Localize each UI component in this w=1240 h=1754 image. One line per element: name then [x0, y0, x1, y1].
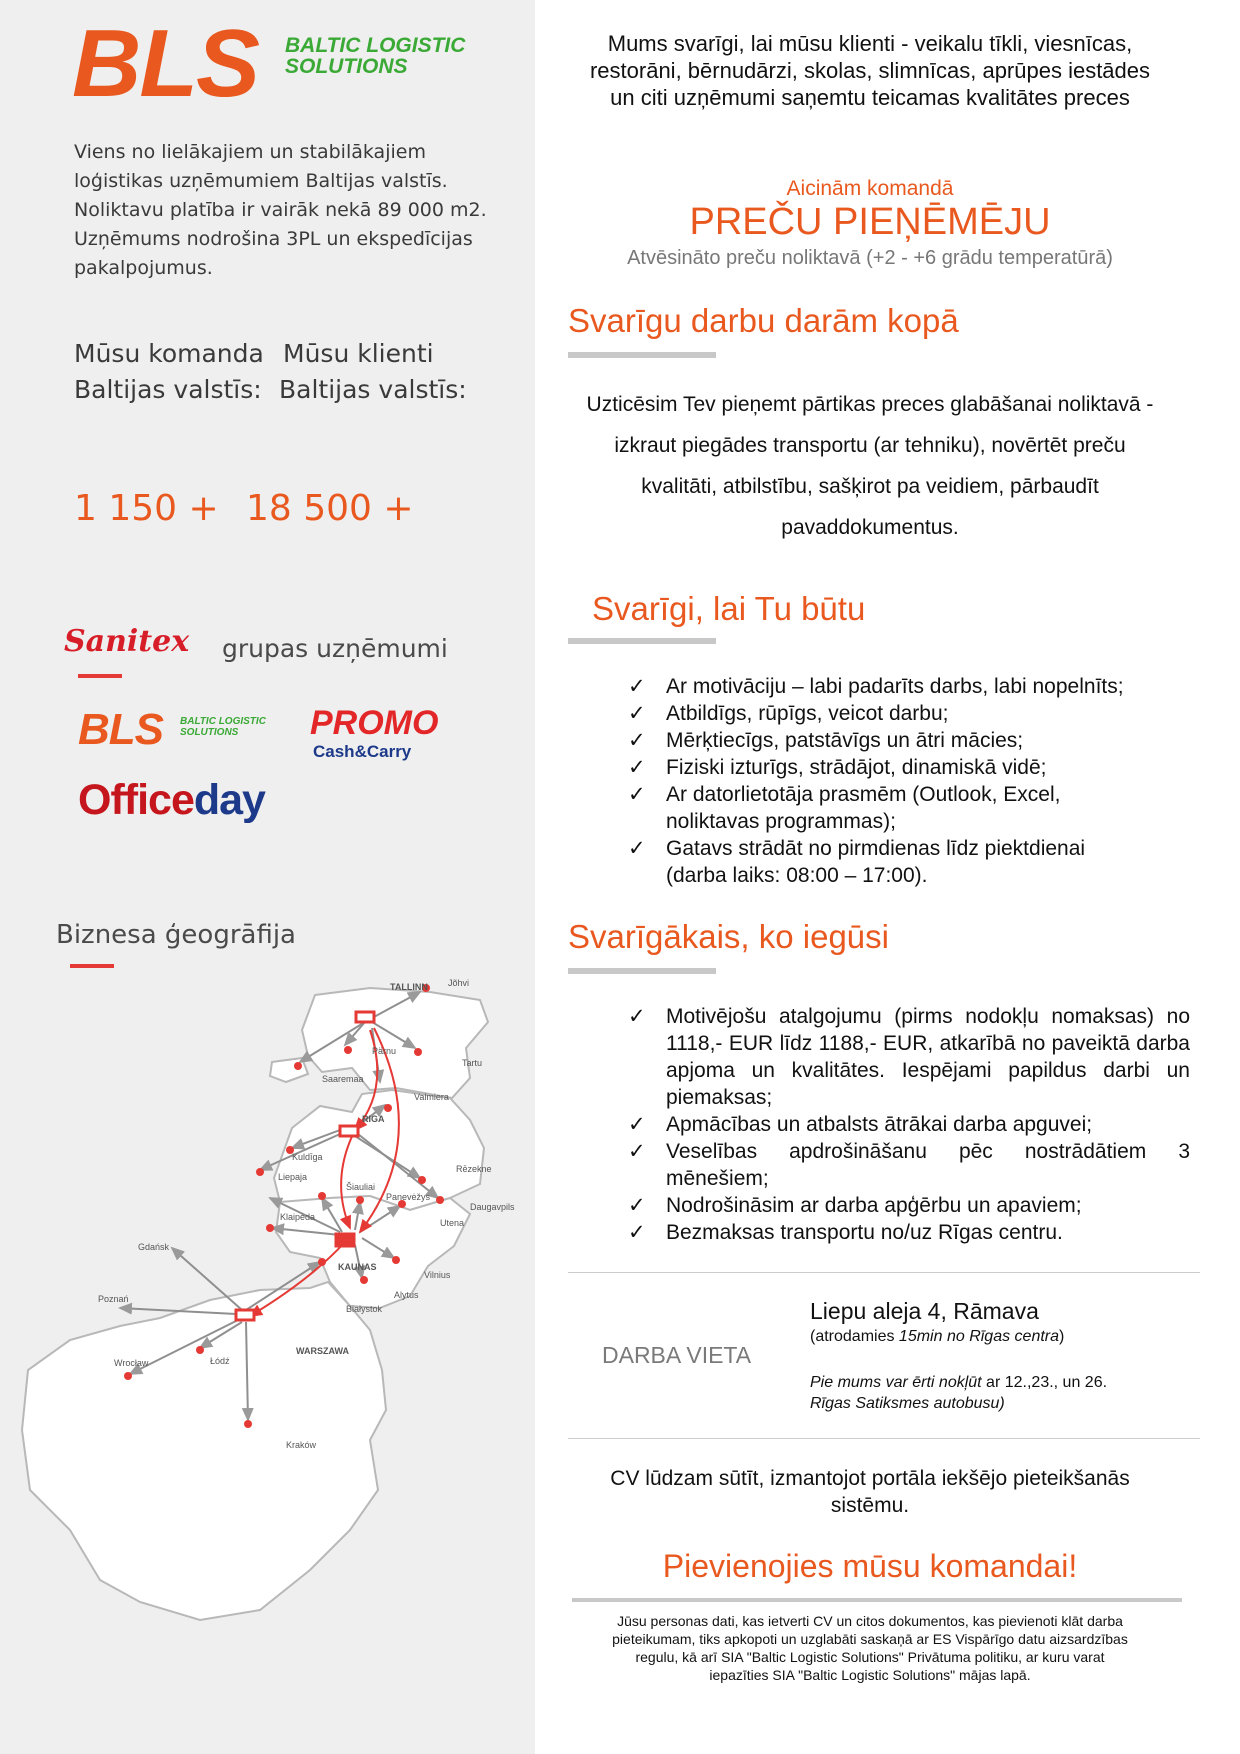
cv-line: sistēmu.	[830, 1494, 910, 1517]
requirement-item	[628, 781, 1146, 835]
bls-small-name1: BALTIC LOGISTIC	[180, 716, 266, 727]
city-label-kuldiga: Kuldīga	[292, 1152, 323, 1162]
benefit-item	[628, 1219, 1190, 1246]
pin-icon	[344, 1046, 352, 1054]
benefit-item	[628, 1192, 1190, 1219]
requirements-list	[628, 673, 1168, 889]
pin-icon	[124, 1372, 132, 1380]
city-label-valmiera: Valmiera	[414, 1092, 449, 1102]
location-transport	[810, 1372, 1107, 1414]
requirement-item	[628, 754, 1168, 781]
benefits-heading: Svarīgākais, ko iegūsi	[568, 918, 889, 955]
intro-line: loģistikas uzņēmumiem Baltijas valstīs.	[74, 170, 448, 192]
team-label-line2: Baltijas valstīs:	[74, 375, 262, 404]
officeday-part1: Office	[78, 776, 194, 824]
requirement-item	[628, 700, 1168, 727]
header-line: un citi uzņēmumi saņemtu teicamas kvalitātes preces	[610, 85, 1130, 110]
work-line: kvalitāti, atbilstību, sašķirot pa veidiem, pārbaudīt	[641, 475, 1099, 498]
check-icon: ✓	[628, 783, 646, 806]
city-label-krakow: Kraków	[286, 1440, 317, 1450]
header-text	[545, 30, 1195, 111]
city-label-panevezys: Panevėžys	[386, 1192, 431, 1202]
requirements-heading-underline	[568, 638, 716, 644]
requirement-text: Atbildīgs, rūpīgs, veicot darbu;	[666, 702, 949, 725]
city-label-bialystok: Białystok	[346, 1304, 383, 1314]
pin-icon	[356, 1196, 364, 1204]
pin-icon	[392, 1256, 400, 1264]
work-heading: Svarīgu darbu darām kopā	[568, 302, 959, 339]
bls-small-logo: BLS	[78, 705, 163, 754]
cv-line: CV lūdzam sūtīt, izmantojot portāla iekšējo pieteikšanās	[610, 1467, 1130, 1490]
city-label-liepaja: Liepaja	[278, 1172, 308, 1182]
city-label-alytus: Alytus	[394, 1290, 419, 1300]
check-icon: ✓	[628, 702, 646, 725]
benefit-text: Motivējošu atalgojumu (pirms nodokļu nomaksas) no 1118,- EUR līdz 1188,- EUR, atkarībā no paveiktā darba apjoma un kvalitātes. Iespējami papildus darbi un piemaksas;	[666, 1005, 1190, 1109]
brand-name-line1: BALTIC LOGISTIC	[285, 34, 466, 57]
city-label-tallinn: TALLINN	[390, 982, 428, 992]
requirement-text: Gatavs strādāt no pirmdienas līdz piektdienai (darba laiks: 08:00 – 17:00).	[666, 837, 1086, 887]
work-description	[545, 384, 1195, 548]
work-line: izkraut piegādes transportu (ar tehniku), novērtēt preču	[614, 434, 1126, 457]
requirement-text: Fiziski izturīgs, strādājot, dinamiskā vidē;	[666, 756, 1047, 779]
city-label-utena: Utena	[440, 1218, 465, 1228]
transport-line1	[810, 1372, 1107, 1393]
location-label: DARBA VIETA	[602, 1342, 752, 1368]
clients-count: 18 500 +	[246, 488, 414, 529]
city-label-vilnius: Vilnius	[424, 1270, 451, 1280]
join-cta: Pievienojies mūsu komandai!	[662, 1548, 1078, 1584]
city-label-wroclaw: Wrocław	[114, 1358, 149, 1368]
benefit-item	[628, 1003, 1190, 1111]
hub-kaunas	[336, 1234, 354, 1246]
benefit-text: Veselības apdrošināšanu pēc nostrādātiem 3 mēnešiem;	[666, 1140, 1190, 1190]
requirement-item	[628, 673, 1168, 700]
transport-line2: Rīgas Satiksmes autobusu)	[810, 1395, 1005, 1412]
pin-icon	[384, 1104, 392, 1112]
pin-icon	[294, 1062, 302, 1070]
transport-part2: ar 12.,23., un 26.	[981, 1374, 1108, 1391]
location-note-italic: 15min no Rīgas centra	[898, 1328, 1060, 1345]
geography-title: Biznesa ģeogrāfija	[56, 920, 296, 950]
city-label-kaunas: KAUNAS	[338, 1262, 377, 1272]
benefit-item	[628, 1111, 1190, 1138]
privacy-line: iepazīties SIA "Baltic Logistic Solutions" mājas lapā.	[709, 1667, 1031, 1683]
location-address: Liepu aleja 4, Rāmava	[810, 1298, 1039, 1324]
promo-subtitle: Cash&Carry	[313, 742, 412, 761]
officeday-logo	[78, 776, 265, 825]
requirement-text: Ar motivāciju – labi padarīts darbs, labi nopelnīts;	[666, 675, 1124, 698]
vacancy-invite: Aicinām komandā	[786, 177, 954, 200]
location-note-suffix: )	[1059, 1328, 1065, 1345]
check-icon: ✓	[628, 675, 646, 698]
benefit-text: Bezmaksas transportu no/uz Rīgas centru.	[666, 1221, 1063, 1244]
requirement-item	[628, 835, 1146, 889]
work-line: pavaddokumentus.	[781, 516, 959, 539]
privacy-line: Jūsu personas dati, kas ietverti CV un citos dokumentos, kas pievienoti klāt darba	[617, 1613, 1123, 1629]
check-icon: ✓	[628, 1194, 646, 1217]
check-icon: ✓	[628, 756, 646, 779]
city-label-parnu: Pärnu	[372, 1046, 397, 1056]
transport-part1: Pie mums var ērti nokļūt	[810, 1374, 982, 1391]
pin-icon	[436, 1196, 444, 1204]
check-icon: ✓	[628, 729, 646, 752]
requirements-heading: Svarīgi, lai Tu būtu	[592, 590, 866, 627]
city-label-klaipeda: Klaipėda	[280, 1212, 316, 1222]
header-line: Mums svarīgi, lai mūsu klienti - veikalu tīkli, viesnīcas,	[607, 31, 1133, 56]
pin-icon	[196, 1346, 204, 1354]
benefit-text: Apmācības un atbalsts ātrākai darba apguvei;	[666, 1113, 1093, 1136]
promo-logo: PROMO	[310, 704, 439, 742]
location-bottom-divider	[568, 1438, 1200, 1439]
city-label-lodz: Łódź	[210, 1356, 230, 1366]
requirement-text: Mērķtiecīgs, patstāvīgs un ātri mācies;	[666, 729, 1024, 752]
work-heading-underline	[568, 352, 716, 358]
bls-small-name2: SOLUTIONS	[180, 727, 239, 738]
city-label-daugavpils: Daugavpils	[470, 1202, 515, 1212]
city-label-rezekne: Rēzekne	[456, 1164, 492, 1174]
city-label-saaremaa: Saaremaa	[322, 1074, 364, 1084]
work-line: Uzticēsim Tev pieņemt pārtikas preces glabāšanai noliktavā -	[586, 393, 1154, 416]
pin-icon	[244, 1420, 252, 1428]
privacy-line: regulu, kā arī SIA "Baltic Logistic Solutions" Privātuma politiku, ar kuru varat	[635, 1649, 1105, 1665]
benefits-heading-underline	[568, 968, 716, 974]
check-icon: ✓	[628, 1221, 646, 1244]
intro-line: pakalpojumus.	[74, 257, 213, 279]
bls-logo: BLS	[72, 10, 258, 117]
pin-icon	[360, 1276, 368, 1284]
benefits-list	[628, 1003, 1190, 1246]
group-underline	[78, 674, 122, 678]
team-label-line1: Mūsu komanda	[74, 339, 264, 368]
benefit-text: Nodrošināsim ar darba apģērbu un apaviem;	[666, 1194, 1082, 1217]
city-label-johvi: Jõhvi	[448, 978, 470, 988]
officeday-part2: day	[193, 776, 265, 824]
location-note-prefix: (atrodamies	[810, 1328, 899, 1345]
intro-line: Uzņēmums nodrošina 3PL un ekspedīcijas	[74, 228, 473, 250]
company-intro	[74, 138, 524, 283]
location-top-divider	[568, 1272, 1200, 1273]
check-icon: ✓	[628, 1140, 646, 1163]
city-label-tartu: Tartu	[462, 1058, 483, 1068]
hub-riga	[340, 1126, 358, 1136]
poland-shape	[22, 1282, 386, 1620]
city-label-poznan: Poznań	[98, 1294, 129, 1304]
check-icon: ✓	[628, 1005, 646, 1028]
privacy-notice	[545, 1612, 1195, 1684]
requirement-text: Ar datorlietotāja prasmēm (Outlook, Excel, noliktavas programmas);	[666, 783, 1061, 833]
brand-name-line2: SOLUTIONS	[285, 55, 408, 78]
pin-icon	[318, 1192, 326, 1200]
pin-icon	[418, 1176, 426, 1184]
sanitex-logo: Sanitex	[64, 624, 190, 659]
check-icon: ✓	[628, 837, 646, 860]
business-map	[10, 970, 530, 1650]
city-label-siauliai: Šiauliai	[346, 1182, 376, 1192]
clients-label-line2: Baltijas valstīs:	[279, 375, 467, 404]
pin-icon	[414, 1048, 422, 1056]
city-label-warszawa: WARSZAWA	[296, 1346, 349, 1356]
hub-tallinn	[356, 1012, 374, 1022]
city-label-gdansk: Gdańsk	[138, 1242, 170, 1252]
clients-label	[279, 336, 467, 408]
pin-icon	[266, 1224, 274, 1232]
team-count: 1 150 +	[74, 488, 219, 529]
privacy-divider	[572, 1598, 1182, 1602]
benefit-item	[628, 1138, 1190, 1192]
geography-underline	[70, 964, 114, 968]
clients-label-line1: Mūsu klienti	[283, 339, 434, 368]
intro-line: Viens no lielākajiem un stabilākajiem	[74, 141, 426, 163]
requirement-item	[628, 727, 1168, 754]
pin-icon	[256, 1168, 264, 1176]
pin-icon	[318, 1258, 326, 1266]
check-icon: ✓	[628, 1113, 646, 1136]
hub-warszawa	[236, 1310, 254, 1320]
team-label	[74, 336, 264, 408]
vacancy-title: PREČU PIEŅĒMĒJU	[689, 201, 1051, 243]
intro-line: Noliktavu platība ir vairāk nekā 89 000 m2.	[74, 199, 487, 221]
cv-instructions	[545, 1465, 1195, 1519]
group-label: grupas uzņēmumi	[222, 634, 448, 663]
vacancy-subtitle: Atvēsināto preču noliktavā (+2 - +6 grādu temperatūrā)	[627, 247, 1113, 269]
privacy-line: pieteikumam, tiks apkopoti un uzglabāti saskaņā ar ES Vispārīgo datu aizsardzības	[612, 1631, 1128, 1647]
location-note	[810, 1328, 1064, 1346]
city-label-riga: RIGA	[362, 1114, 385, 1124]
header-line: restorāni, bērnudārzi, skolas, slimnīcas, aprūpes iestādes	[589, 58, 1151, 83]
